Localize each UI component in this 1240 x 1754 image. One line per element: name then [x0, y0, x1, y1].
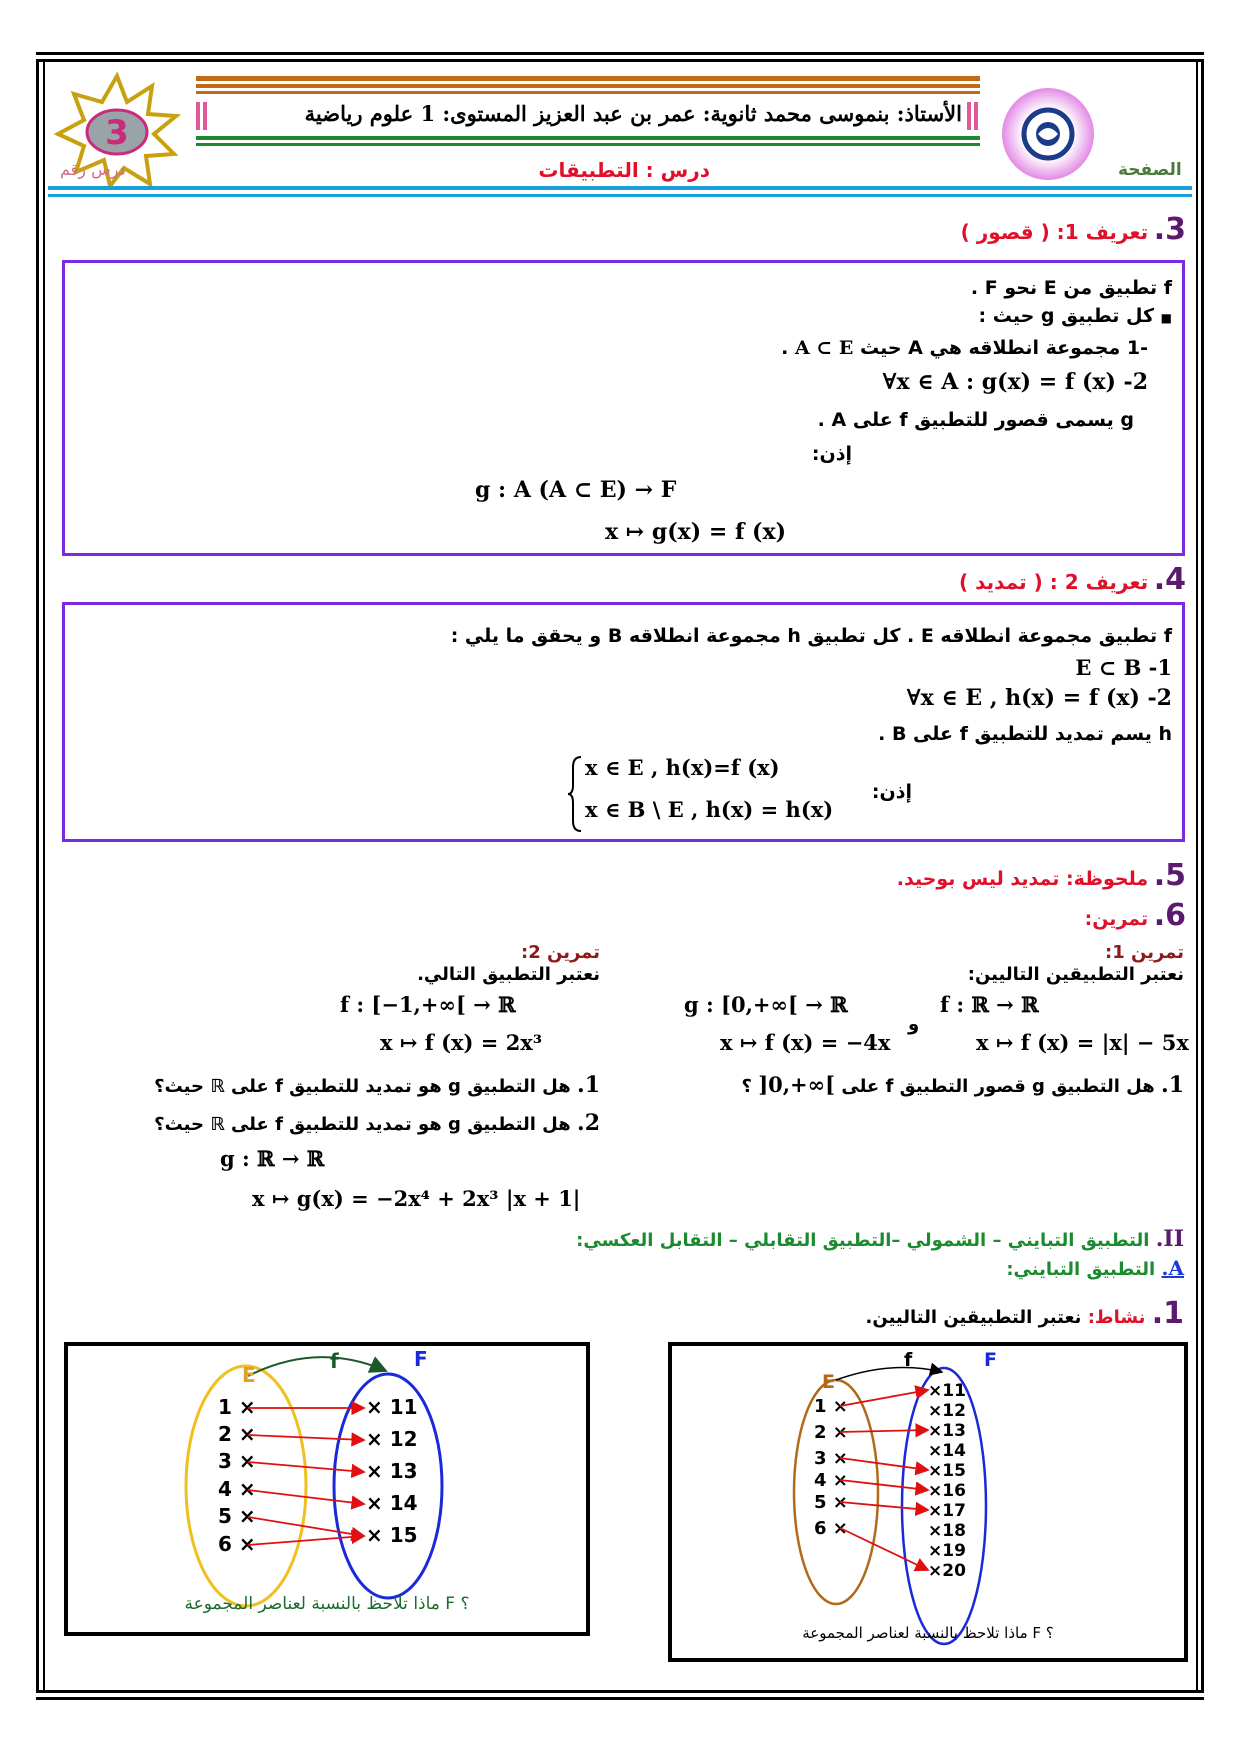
header-stripe-2	[196, 84, 980, 88]
header-stripe-3	[196, 91, 980, 94]
exercise-2-intro: نعتبر التطبيق التالي.	[417, 964, 600, 985]
frame-bottom-line-2	[36, 1697, 1204, 1700]
frame-right-line-2	[1201, 59, 1204, 1693]
diagram-left-canvas	[68, 1346, 586, 1632]
definition-2-box	[62, 602, 1185, 842]
set-e-element: 2 ×	[218, 1422, 256, 1446]
diagram-right	[668, 1342, 1188, 1662]
set-e-label: E	[242, 1363, 256, 1387]
definition-1-box	[62, 260, 1185, 556]
def2-case-1: x ∈ E , h(x)=f (x)	[585, 755, 780, 780]
mapping-arrow	[840, 1458, 928, 1470]
frame-bottom-line-1	[36, 1690, 1204, 1693]
exercise-2-g-def: g : ℝ → ℝ	[220, 1146, 325, 1171]
part-2-heading: II. التطبيق التبايني – الشمولي –التطبيق التقابلي – التقابل العكسي:	[576, 1226, 1184, 1252]
diagram-right-question: ماذا تلاحظ بالنسبة لعناصر المجموعة F ؟	[802, 1624, 1054, 1642]
section-4-title: تعريف 2 : ( تمديد )	[959, 570, 1149, 594]
set-e-element: 5 ×	[814, 1492, 848, 1513]
lesson-title-line	[440, 158, 710, 182]
set-f-element: × 14	[366, 1491, 418, 1515]
lesson-number-label: درس رقم	[60, 160, 126, 179]
set-f-element: ×12	[928, 1401, 966, 1421]
set-e-element: 6 ×	[814, 1518, 848, 1539]
set-f-element: × 15	[366, 1523, 418, 1547]
def1-math-2: x ↦ g(x) = f (x)	[605, 519, 786, 545]
mapping-arrows	[840, 1390, 928, 1570]
school-logo-icon	[1000, 86, 1096, 182]
def1-line-6: إذن:	[811, 443, 852, 465]
set-f-element: ×14	[928, 1441, 966, 1461]
set-e-element: 2 ×	[814, 1422, 848, 1443]
header-stripe-4	[196, 136, 980, 140]
section-3-number: 3.	[1153, 212, 1186, 247]
frame-top-line-1	[36, 52, 1204, 55]
def2-line-1: f تطبيق مجموعة انطلاقه E . كل تطبيق h مجموعة انطلاقه B و يحقق ما يلي :	[450, 625, 1172, 647]
def1-line-3: -1 مجموعة انطلاقه هي A حيث A ⊂ E .	[781, 337, 1148, 359]
exercise-2-f-rule: x ↦ f (x) = 2x³	[380, 1030, 543, 1055]
set-e-element: 1 ×	[814, 1396, 848, 1417]
section-6-number: 6.	[1153, 898, 1186, 933]
def2-line-4: h يسم تمديد للتطبيق f على B .	[878, 723, 1172, 745]
diagram-right-canvas	[672, 1346, 1184, 1658]
left-brace-icon	[567, 755, 583, 833]
section-3-title: تعريف 1: ( قصور )	[960, 220, 1149, 244]
set-f-element: ×20	[928, 1561, 966, 1581]
set-e-element: 5 ×	[218, 1504, 256, 1528]
lesson-prefix: درس :	[645, 158, 710, 182]
map-arrow	[836, 1368, 942, 1381]
set-e-element: 4 ×	[218, 1477, 256, 1501]
mapping-arrow	[840, 1430, 928, 1432]
part-2-a-heading: A. التطبيق التبايني:	[1006, 1256, 1184, 1280]
def1-line-4: ∀x ∈ A : g(x) = f (x) -2	[882, 369, 1148, 395]
set-f-elements	[366, 1395, 418, 1547]
frame-left-line-1	[36, 59, 39, 1693]
exercise-1-question: 1. هل التطبيق g قصور التطبيق f على ]0,+∞[ ؟	[741, 1072, 1184, 1098]
exercise-1-f-def: f : ℝ → ℝ	[940, 992, 1039, 1017]
header-underline-1	[48, 186, 1192, 190]
header-bar-left-1	[196, 102, 200, 130]
mapping-arrow	[840, 1502, 928, 1510]
mapping-arrow	[248, 1517, 364, 1536]
set-e-element: 4 ×	[814, 1470, 848, 1491]
exercise-2-question-1: 1. هل التطبيق g هو تمديد للتطبيق f على ℝ حيث؟	[154, 1072, 600, 1098]
set-f-element: × 11	[366, 1395, 418, 1419]
def2-line-2: E ⊂ B -1	[1075, 655, 1172, 680]
map-label: f	[904, 1349, 913, 1371]
set-f-label: F	[414, 1347, 428, 1371]
exercise-1-f-rule: x ↦ f (x) = |x| − 5x	[976, 1030, 1189, 1055]
header-stripe-1	[196, 76, 980, 81]
exercise-2-title: تمرين 2:	[521, 942, 600, 963]
set-e-elements	[814, 1396, 848, 1539]
frame-right-line-1	[1196, 59, 1198, 1693]
teacher-line: الأستاذ: بنموسى محمد ثانوية: عمر بن عبد العزيز المستوى: 1 علوم رياضية	[304, 101, 962, 126]
set-f-element: ×16	[928, 1481, 966, 1501]
activity-heading: 1. نشاط: نعتبر التطبيقين التاليين.	[865, 1296, 1184, 1331]
section-6-title: تمرين:	[1084, 908, 1149, 930]
lesson-title: التطبيقات	[538, 158, 639, 182]
def1-line-2: ■ كل تطبيق g حيث :	[978, 305, 1172, 327]
exercise-2-f-def: f : [−1,+∞[ → ℝ	[340, 992, 516, 1017]
set-e-elements	[218, 1395, 256, 1556]
exercise-1-g-rule: x ↦ f (x) = −4x	[720, 1030, 891, 1055]
svg-text:3: 3	[105, 113, 129, 153]
mapping-arrow	[840, 1480, 928, 1490]
set-f-label: F	[984, 1349, 997, 1371]
set-f-element: ×15	[928, 1461, 966, 1481]
set-f-elements	[928, 1381, 966, 1581]
def1-line-5: g يسمى قصور للتطبيق f على A .	[817, 409, 1134, 431]
section-4-heading	[700, 562, 1186, 597]
set-f-element: ×18	[928, 1521, 966, 1541]
set-f-element: ×17	[928, 1501, 966, 1521]
def1-line-1: f تطبيق من E نحو F .	[970, 277, 1172, 299]
exercise-1-intro: نعتبر التطبيقين التاليين:	[967, 964, 1184, 985]
header-bar-right-1	[967, 102, 971, 130]
exercise-1-and: و	[908, 1014, 920, 1035]
section-6-heading	[900, 898, 1186, 933]
set-f-element: ×11	[928, 1381, 966, 1401]
set-e-element: 3 ×	[814, 1448, 848, 1469]
set-f-element: × 12	[366, 1427, 418, 1451]
section-4-number: 4.	[1153, 562, 1186, 597]
set-f-element: × 13	[366, 1459, 418, 1483]
def2-line-5: إذن:	[871, 781, 912, 803]
header-bar-left-2	[203, 102, 207, 130]
diagram-left	[64, 1342, 590, 1636]
mapping-arrow	[840, 1528, 928, 1570]
frame-left-line-2	[43, 59, 45, 1693]
mapping-arrow	[248, 1536, 364, 1545]
set-f-element: ×19	[928, 1541, 966, 1561]
page-label: الصفحة	[1118, 160, 1182, 180]
set-e-label: E	[822, 1371, 835, 1393]
diagram-left-question: ماذا تلاحظ بالنسبة لعناصر المجموعة F ؟	[184, 1594, 470, 1614]
map-label: f	[330, 1349, 339, 1373]
exercise-1-title: تمرين 1:	[1105, 942, 1184, 963]
header-stripe-5	[196, 143, 980, 146]
frame-top-line-2	[36, 59, 1204, 62]
set-f-element: ×13	[928, 1421, 966, 1441]
def1-math-1: g : A (A ⊂ E) → F	[475, 477, 677, 503]
section-5-number: 5.	[1153, 858, 1186, 893]
section-5-text: ملحوظة: تمديد ليس بوحيد.	[896, 868, 1149, 890]
exercise-2-question-2: 2. هل التطبيق g هو تمديد للتطبيق f على ℝ حيث؟	[154, 1110, 600, 1136]
header-bar-right-2	[974, 102, 978, 130]
section-5-heading	[700, 858, 1186, 893]
set-e-element: 6 ×	[218, 1532, 256, 1556]
set-e-element: 1 ×	[218, 1395, 256, 1419]
exercise-1-g-def: g : [0,+∞[ → ℝ	[684, 992, 848, 1017]
def2-case-2: x ∈ B \ E , h(x) = h(x)	[585, 797, 834, 822]
def2-line-3: ∀x ∈ E , h(x) = f (x) -2	[906, 685, 1172, 711]
header-underline-2	[48, 194, 1192, 197]
section-3-heading	[700, 212, 1186, 247]
mapping-arrow	[248, 1435, 364, 1440]
set-e-element: 3 ×	[218, 1449, 256, 1473]
exercise-2-g-rule: x ↦ g(x) = −2x⁴ + 2x³ |x + 1|	[252, 1186, 581, 1211]
